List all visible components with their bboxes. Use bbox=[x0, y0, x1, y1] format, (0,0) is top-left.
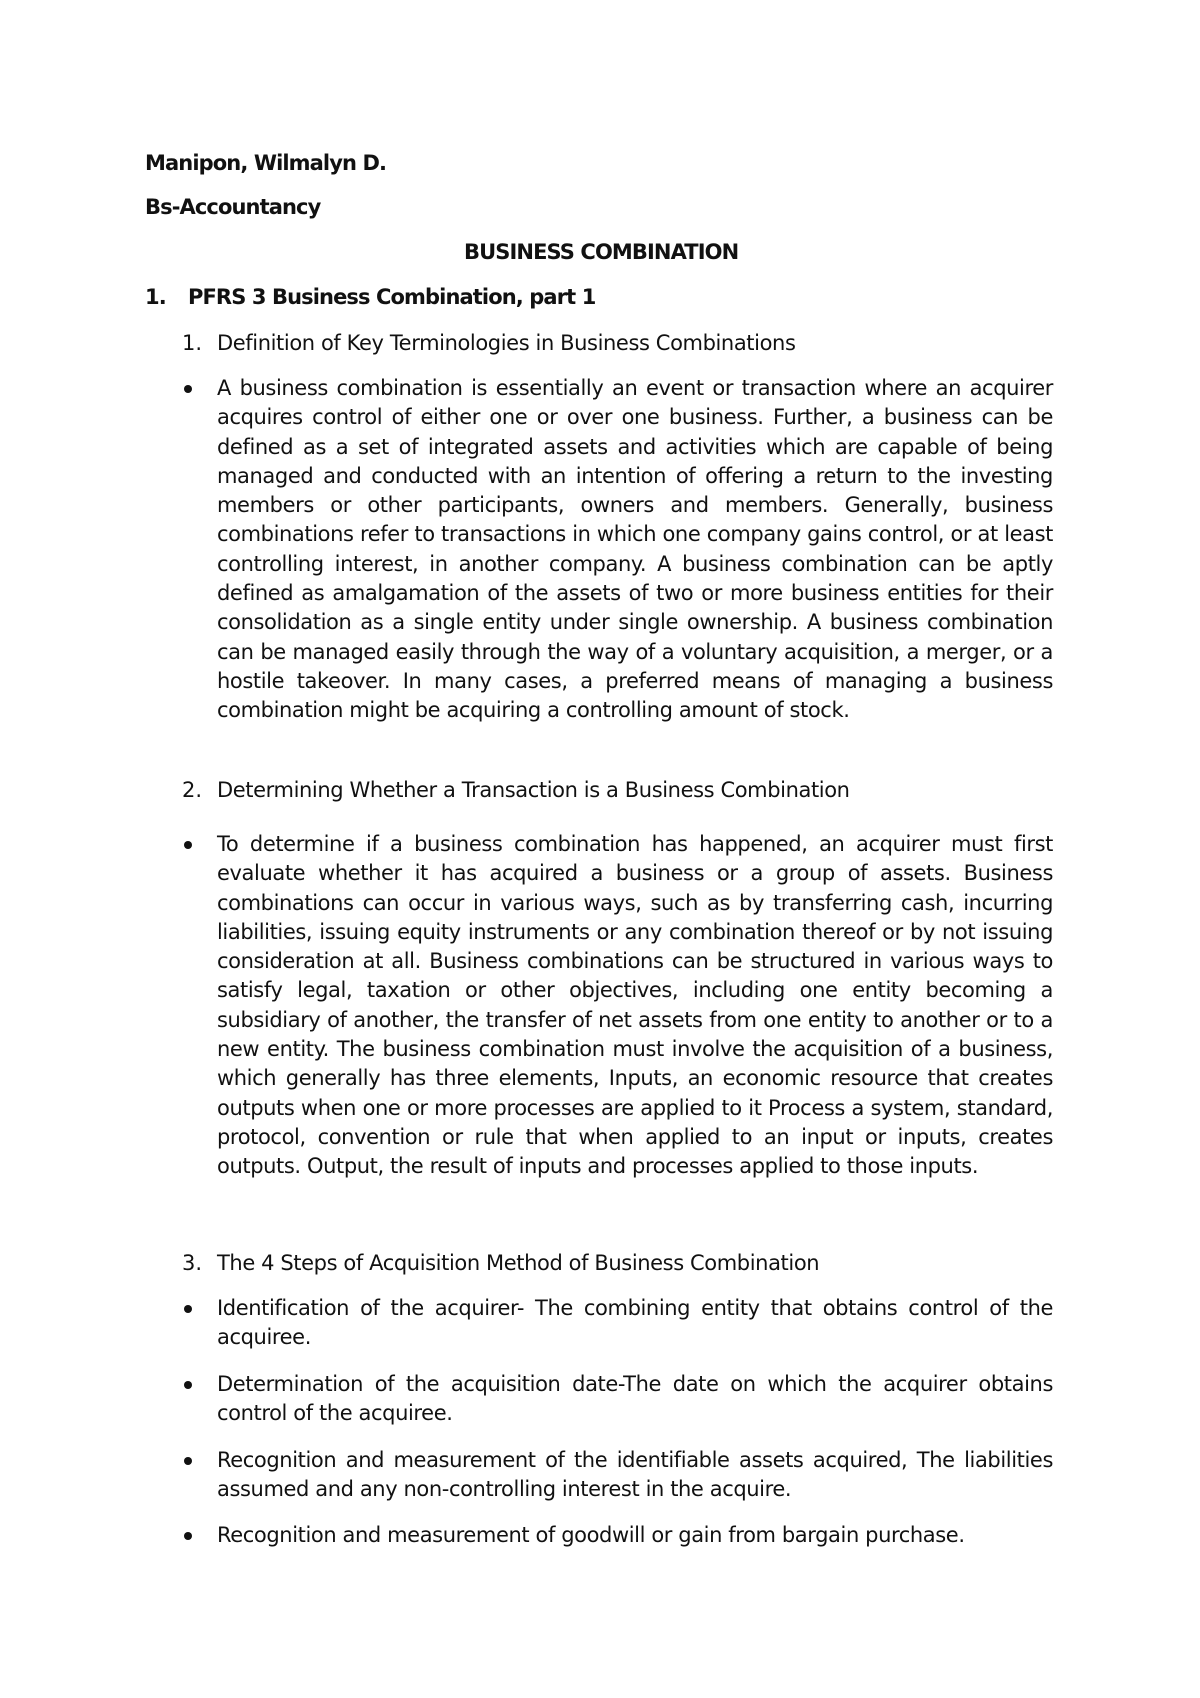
document-title: BUSINESS COMBINATION bbox=[464, 240, 739, 264]
subsection-3-bullet-3: Recognition and measurement of the identifiable assets acquired, The liabilities assumed and any non-controlling interest in the acquire. bbox=[217, 1448, 1053, 1502]
subsection-2-bullet-1: To determine if a business combination has happened, an acquirer must first evaluate whether it has acquired a business or a group of assets. Business combinations can occur in various ways, such as by transferring cash, incurring liabilities, issuing equity instruments or any combination thereof or by not issuing consideration at all. Business combinations can be structured in various ways to satisfy legal, taxation or other objectives, including one entity becoming a subsidiary of another, the transfer of net assets from one entity to another or to a new entity. The business combination must involve the acquisition of a business, which generally has three elements, Inputs, an economic resource that creates outputs when one or more processes are applied to it Process a system, standard, protocol, convention or rule that when applied to an input or inputs, creates outputs. Output, the result of inputs and processes applied to those inputs. bbox=[217, 832, 1053, 1179]
subsection-2-title: Determining Whether a Transaction is a Business Combination bbox=[217, 778, 850, 802]
bullet-icon bbox=[184, 1305, 192, 1313]
subsection-3-bullet-2: Determination of the acquisition date-The date on which the acquirer obtains control of the acquiree. bbox=[217, 1372, 1053, 1426]
bullet-icon bbox=[184, 841, 192, 849]
subsection-3-title: The 4 Steps of Acquisition Method of Business Combination bbox=[217, 1251, 820, 1275]
subsection-2-number: 2. bbox=[182, 778, 203, 802]
subsection-1-bullet-1: A business combination is essentially an event or transaction where an acquirer acquires control of either one or over one business. Further, a business can be defined as a set of integrated assets and activities which are capable of being managed and conducted with an intention of offering a return to the investing members or other participants, owners and members. Generally, business combinations refer to transactions in which one company gains control, or at least controlling interest, in another company. A business combination can be aptly defined as amalgamation of the assets of two or more business entities for their consolidation as a single entity under single ownership. A business combination can be managed easily through the way of a voluntary acquisition, a merger, or a hostile takeover. In many cases, a preferred means of managing a business combination might be acquiring a controlling amount of stock. bbox=[217, 376, 1053, 723]
section-title: PFRS 3 Business Combination, part 1 bbox=[188, 285, 596, 309]
subsection-3-number: 3. bbox=[182, 1251, 203, 1275]
subsection-1-number: 1. bbox=[182, 331, 203, 355]
author-name: Manipon, Wilmalyn D. bbox=[145, 151, 387, 175]
bullet-icon bbox=[184, 1532, 192, 1540]
section-number: 1. bbox=[145, 285, 166, 309]
subsection-3-bullet-4: Recognition and measurement of goodwill or gain from bargain purchase. bbox=[217, 1523, 965, 1547]
bullet-icon bbox=[184, 1381, 192, 1389]
bullet-icon bbox=[184, 1457, 192, 1465]
program-name: Bs-Accountancy bbox=[145, 195, 321, 219]
subsection-3-bullet-1: Identification of the acquirer- The combining entity that obtains control of the acquiree. bbox=[217, 1296, 1053, 1350]
bullet-icon bbox=[184, 385, 192, 393]
subsection-1-title: Definition of Key Terminologies in Business Combinations bbox=[217, 331, 796, 355]
